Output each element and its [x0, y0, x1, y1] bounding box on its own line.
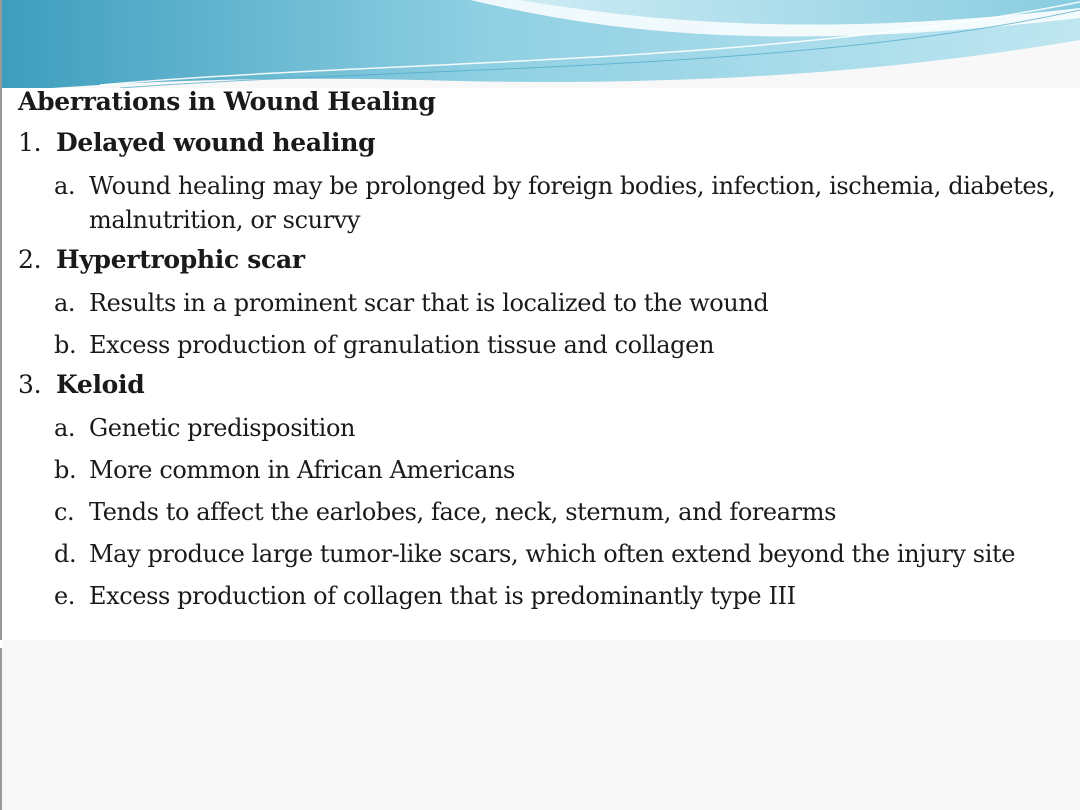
sub-item [54, 579, 1078, 613]
sub-item-letter: a. [54, 172, 76, 200]
sub-item-text: More common in African Americans [89, 456, 515, 484]
sub-item [54, 537, 1078, 571]
list-item-3 [18, 367, 1078, 613]
document-body [18, 84, 1078, 613]
sub-item-text: Excess production of collagen that is predominantly type III [89, 582, 796, 610]
sub-item-letter: c. [54, 498, 75, 526]
sub-item-letter: b. [54, 331, 77, 359]
header-wave-decoration [0, 0, 1080, 95]
sub-item-text: May produce large tumor-like scars, which often extend beyond the injury site [89, 540, 1016, 568]
item-number: 2. [18, 245, 42, 274]
sub-item [54, 328, 1078, 362]
list-item-2 [18, 242, 1078, 362]
sub-item [54, 169, 1078, 237]
sub-item [54, 286, 1078, 320]
sub-item-letter: a. [54, 414, 76, 442]
sub-item-letter: b. [54, 456, 77, 484]
item-number: 1. [18, 128, 42, 157]
sub-item-text: Excess production of granulation tissue and collagen [89, 331, 714, 359]
sub-item-letter: a. [54, 289, 76, 317]
item-title: Keloid [56, 370, 145, 399]
sub-item [54, 495, 1078, 529]
item-title: Delayed wound healing [56, 128, 376, 157]
sub-item-letter: e. [54, 582, 76, 610]
sub-item-text: Tends to affect the earlobes, face, neck, sternum, and forearms [89, 498, 836, 526]
sub-item-letter: d. [54, 540, 77, 568]
item-title: Hypertrophic scar [56, 245, 305, 274]
left-border-gap [0, 640, 2, 648]
sub-item-text: Genetic predisposition [89, 414, 356, 442]
sub-item-text: Wound healing may be prolonged by foreign bodies, infection, ischemia, diabetes, malnutrition, or scurvy [89, 172, 1056, 234]
sub-item-text: Results in a prominent scar that is localized to the wound [89, 289, 769, 317]
sub-item [54, 411, 1078, 445]
document-title: Aberrations in Wound Healing [18, 87, 436, 116]
list-item-1 [18, 125, 1078, 237]
item-number: 3. [18, 370, 42, 399]
sub-item [54, 453, 1078, 487]
